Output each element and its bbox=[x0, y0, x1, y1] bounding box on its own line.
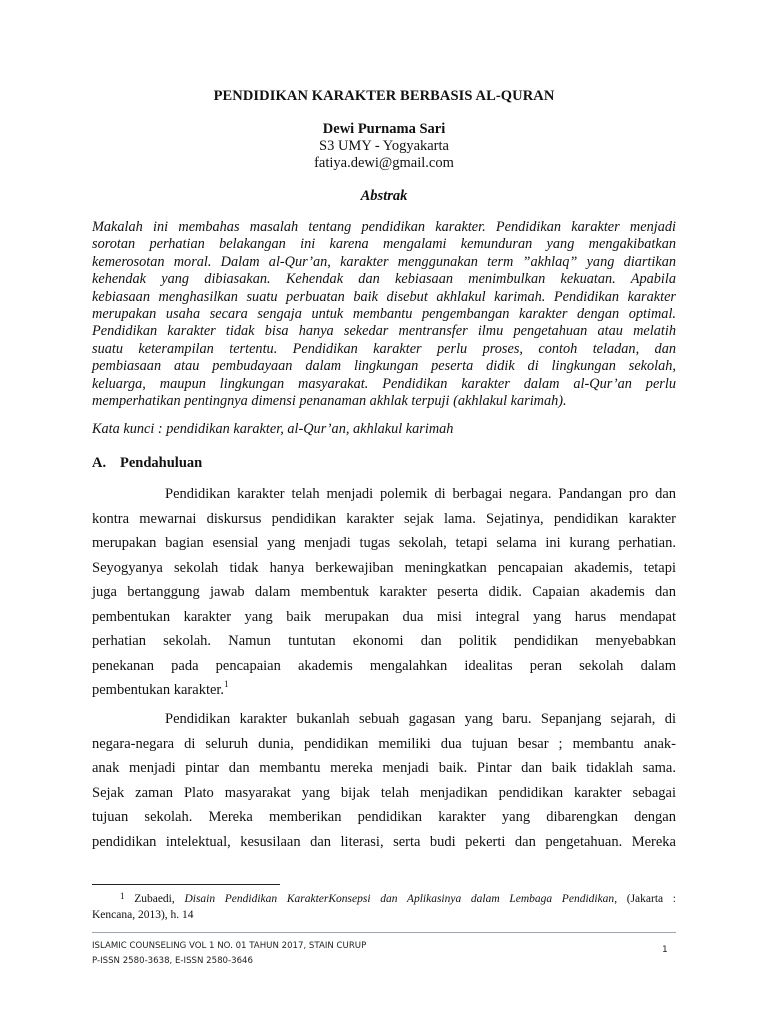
abstract-line: kemerosotan moral. Dalam al-Qur’an, karakter menggunakan term ”akhlaq” yang diartikan bbox=[92, 253, 676, 270]
section-number: A. bbox=[92, 455, 107, 471]
author-email: fatiya.dewi@gmail.com bbox=[314, 155, 454, 171]
footnote-divider bbox=[92, 884, 280, 885]
abstract-line: suatu keterampilan tertentu. Pendidikan karakter perlu proses, contoh teladan, dan bbox=[92, 340, 676, 357]
abstract-line: Pendidikan karakter tidak bisa hanya sekedar mentransfer ilmu pengetahuan atau melatih bbox=[92, 323, 676, 340]
body-line: kontra mewarnai diskursus pendidikan karakter sejak lama. Sejatinya, pendidikan karakter bbox=[92, 510, 676, 527]
author-name: Dewi Purnama Sari bbox=[322, 121, 446, 137]
body-line: Seyogyanya sekolah tidak hanya berkewajiban meningkatkan pencapaian akademis, tetapi bbox=[92, 559, 676, 576]
footnote-book-title: Disain Pendidikan KarakterKonsepsi dan Aplikasinya dalam Lembaga Pendidikan bbox=[184, 893, 615, 905]
body-line: merupakan bagian esensial yang menjadi tugas sekolah, tetapi selama ini kurang perhatian. bbox=[92, 535, 676, 551]
body-line: tujuan sekolah. Mereka memberikan pendidikan karakter yang dibarengkan dengan bbox=[92, 809, 676, 825]
footnote-line bbox=[92, 891, 676, 907]
abstract-line: pembiasaan atau pembudayaan dalam lingkungan peserta didik di lingkungan sekolah, bbox=[92, 358, 676, 375]
body-line: pendidikan intelektual, kesusilaan dan literasi, serta budi pekerti dan pengetahuan. Mereka bbox=[92, 833, 676, 850]
author-affiliation: S3 UMY - Yogyakarta bbox=[319, 138, 449, 154]
footnote-line: Kencana, 2013), h. 14 bbox=[92, 909, 194, 921]
journal-info bbox=[92, 939, 366, 969]
abstract-line: keluarga, maupun lingkungan masyarakat. Pendidikan karakter dalam al-Qur’an perlu bbox=[92, 375, 676, 392]
abstract-text bbox=[92, 219, 676, 410]
abstract-line: Makalah ini membahas masalah tentang pendidikan karakter. Pendidikan karakter menjadi bbox=[92, 219, 676, 235]
footer-divider bbox=[92, 932, 676, 933]
footnote bbox=[92, 891, 676, 923]
footnote-publisher-start: , (Jakarta : bbox=[614, 893, 677, 905]
footnote-author: Zubaedi, bbox=[134, 893, 175, 905]
abstract-heading: Abstrak bbox=[360, 188, 408, 204]
section-title: Pendahuluan bbox=[120, 455, 203, 471]
body-line: perhatian sekolah. Namun tuntutan ekonomi dan politik pendidikan menyebabkan bbox=[92, 633, 676, 649]
body-line: anak menjadi pintar dan membantu mereka menjadi baik. Pintar dan baik tidaklah sama. bbox=[92, 760, 676, 776]
body-line bbox=[92, 679, 676, 699]
body-line: juga bertanggung jawab dalam membentuk karakter peserta didik. Capaian akademis dan bbox=[92, 584, 676, 600]
body-line: penekanan pada pencapaian akademis mengalahkan idealitas peran sekolah dalam bbox=[92, 657, 676, 674]
journal-issn: P-ISSN 2580-3638, E-ISSN 2580-3646 bbox=[92, 956, 253, 966]
body-line: negara-negara di seluruh dunia, pendidikan memiliki dua tujuan besar ; membantu anak- bbox=[92, 735, 676, 752]
section-heading bbox=[92, 455, 202, 472]
abstract-line: kehendak yang dibiasakan. Kehendak dan kebiasaan menimbulkan kekuatan. Apabila bbox=[92, 271, 676, 288]
body-line: Sejak zaman Plato masyarakat yang bijak telah menjadikan pendidikan karakter sebagai bbox=[92, 784, 676, 801]
abstract-line: merupakan usaha secara sengaja untuk membantu pengembangan karakter dengan optimal. bbox=[92, 306, 676, 323]
page-number: 1 bbox=[662, 945, 668, 955]
paper-title: PENDIDIKAN KARAKTER BERBASIS AL-QURAN bbox=[213, 88, 555, 104]
abstract-line: kebiasaan menghasilkan suatu perbuatan baik disebut akhlakul karimah. Pendidikan karakter bbox=[92, 288, 676, 305]
body-line: pembentukan karakter yang baik merupakan dua misi integral yang harus mendapat bbox=[92, 608, 676, 625]
footnote-reference[interactable]: 1 bbox=[224, 679, 229, 689]
footnote-number: 1 bbox=[120, 891, 125, 901]
abstract-line: memperhatikan pentingnya dimensi penanaman akhlak terpuji (akhlakul karimah). bbox=[92, 393, 567, 410]
body-line: Pendidikan karakter telah menjadi polemik di berbagai negara. Pandangan pro dan bbox=[165, 486, 676, 502]
body-line-text: pembentukan karakter. bbox=[92, 682, 225, 698]
keywords: Kata kunci : pendidikan karakter, al-Qur’an, akhlakul karimah bbox=[92, 421, 454, 437]
journal-line: ISLAMIC COUNSELING VOL 1 NO. 01 TAHUN 2017, STAIN CURUP bbox=[92, 941, 367, 951]
abstract-line: sorotan perhatian belakangan ini karena mengalami kemunduran yang mengakibatkan bbox=[92, 236, 676, 253]
body-line: Pendidikan karakter bukanlah sebuah gagasan yang baru. Sepanjang sejarah, di bbox=[165, 711, 676, 727]
